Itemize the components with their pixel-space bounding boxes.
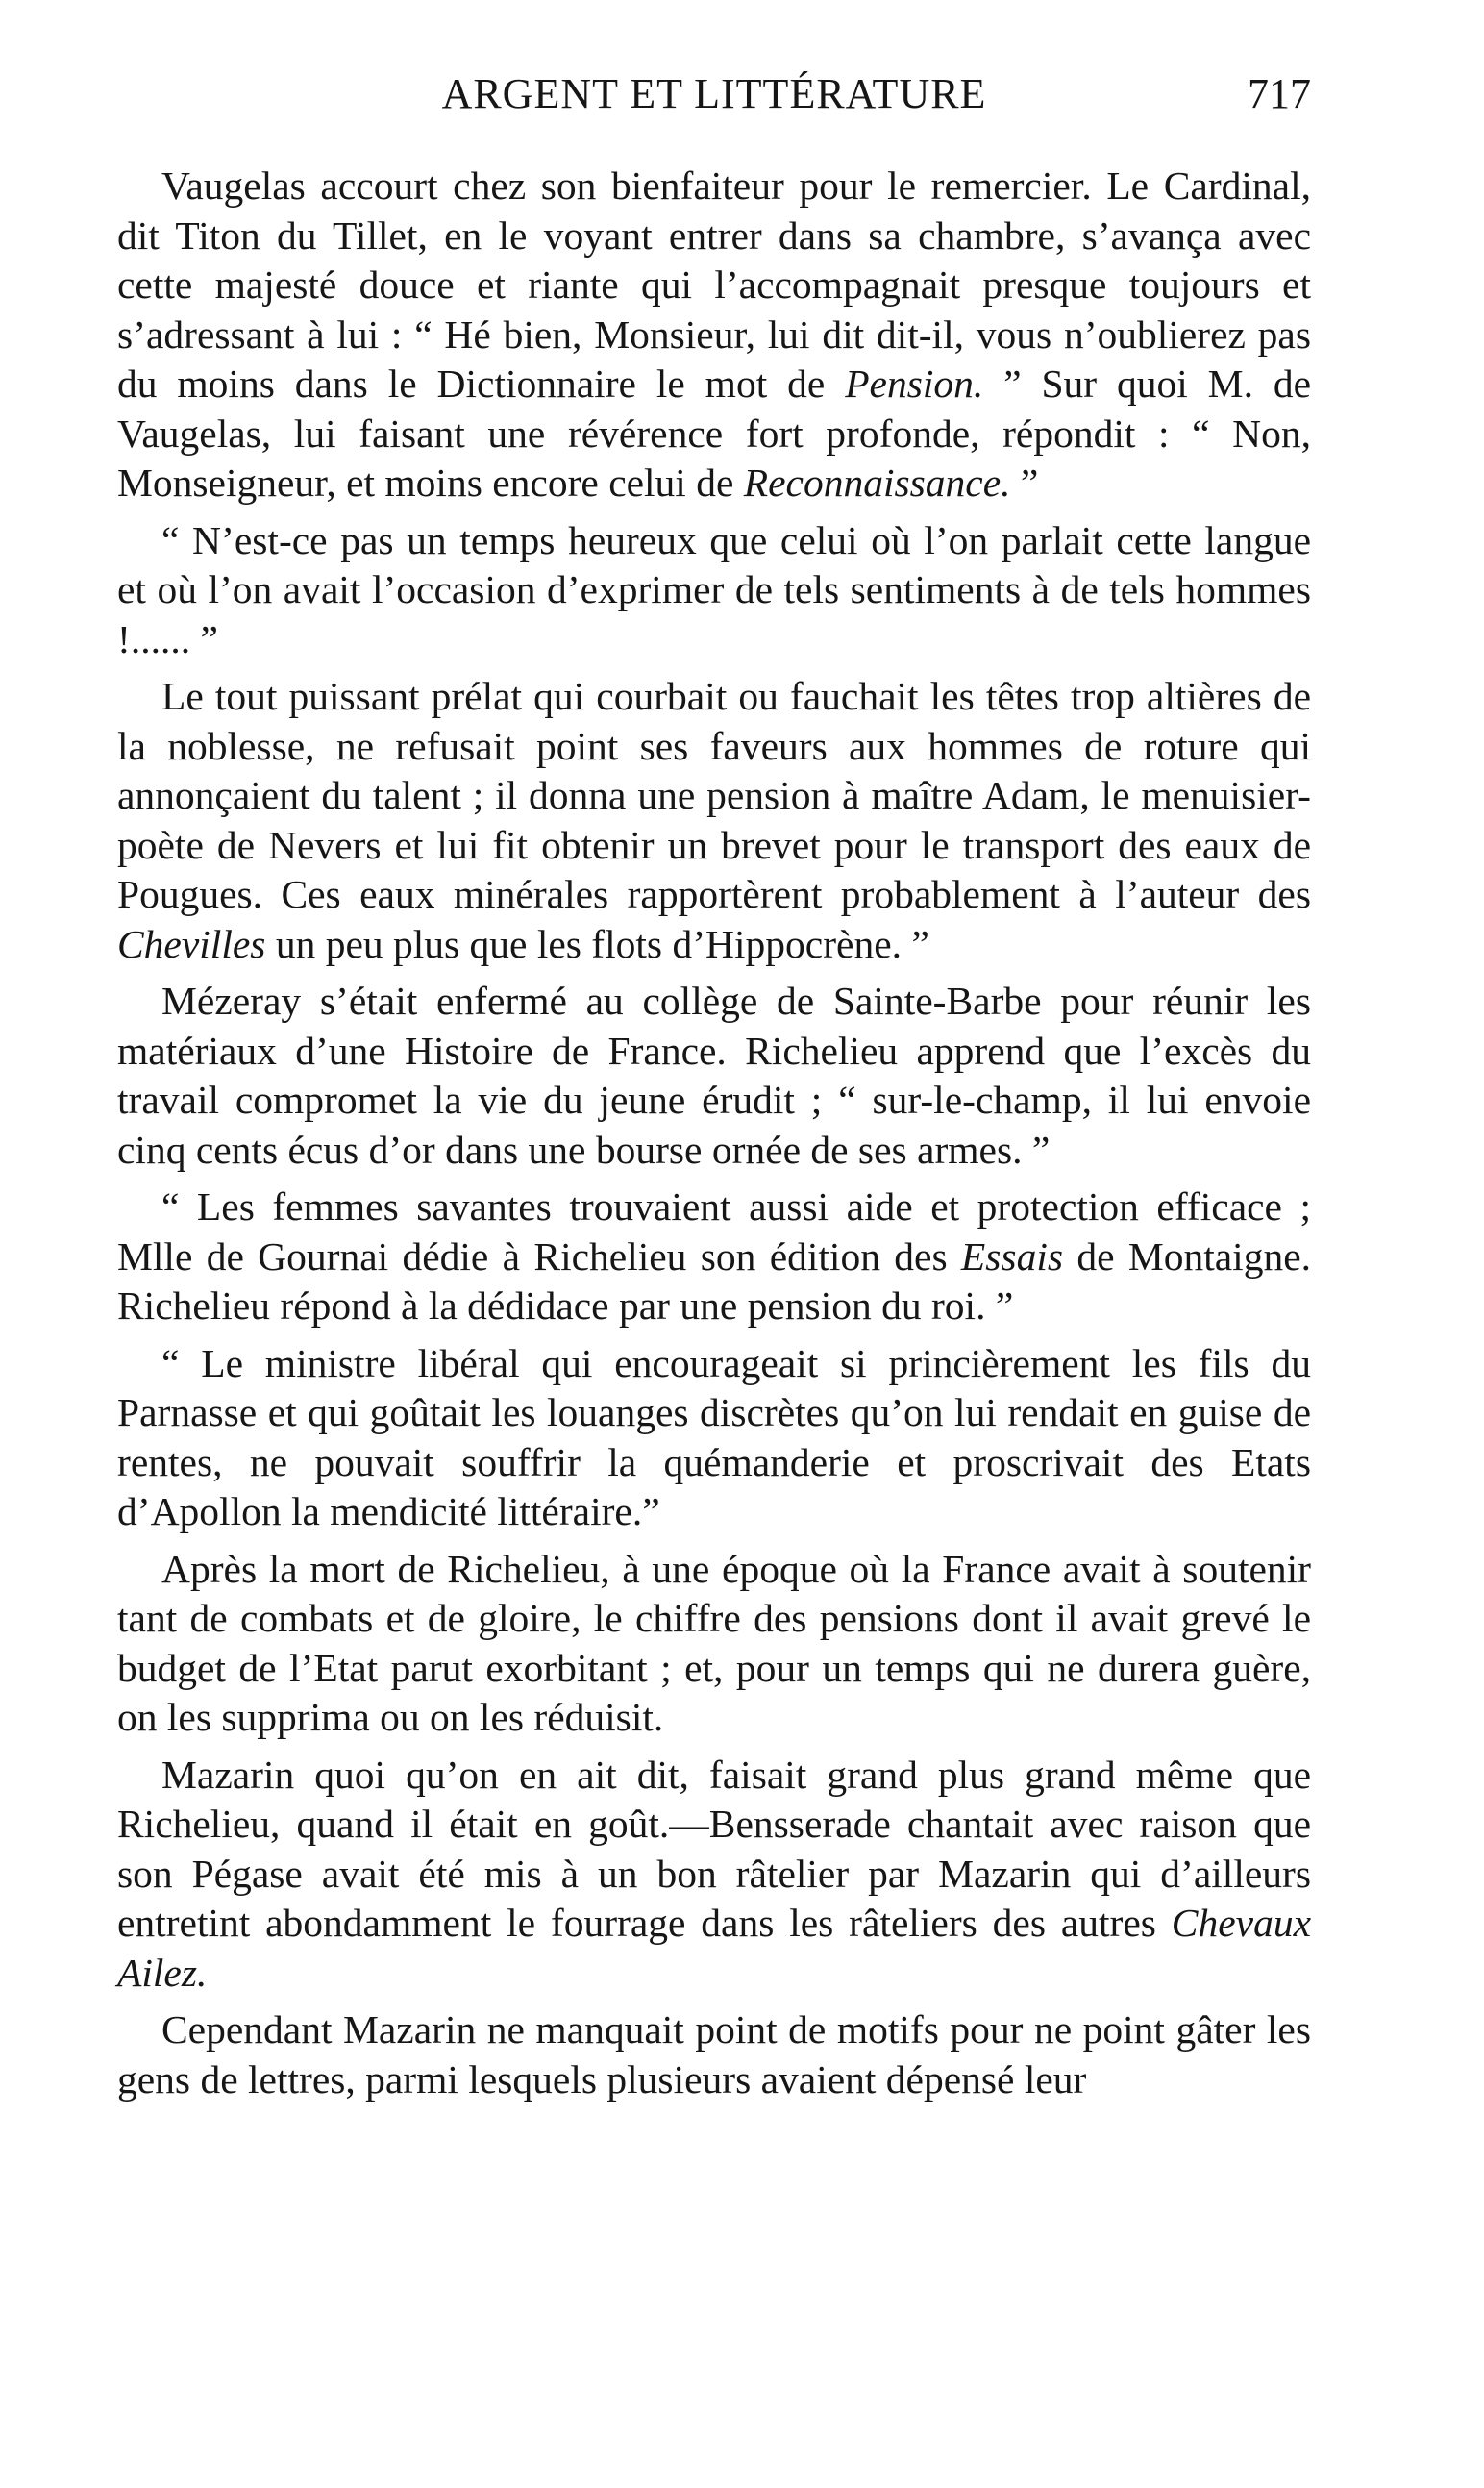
paragraph-7 (117, 1545, 1311, 1743)
paragraph-4 (117, 977, 1311, 1175)
running-title: ARGENT ET LITTÉRATURE (441, 70, 987, 117)
paragraph-1-text-1: Vaugelas accourt chez son bienfaiteur pour le remercier. Le Cardinal, dit Titon du Tillet, en le voyant entrer dans sa chambre, s’avança avec cette majesté douce et riante qui l’accompagnait presque toujours et s’adressant à lui : “ Hé bien, Monsieur, lui dit dit-il, vous n’oublierez pas du moins dans le Dictionnaire le mot de (117, 163, 1311, 406)
page (117, 69, 1311, 2104)
body-text (117, 162, 1311, 2104)
paragraph-5-italic-essais: Essais (960, 1233, 1064, 1279)
paragraph-9-text-1: Cependant Mazarin ne manquait point de motifs pour ne point gâter les gens de lettres, parmi lesquels plusieurs avaient dépensé leur (117, 2007, 1311, 2102)
paragraph-7-text-1: Après la mort de Richelieu, à une époque où la France avait à soutenir tant de combats et de gloire, le chiffre des pensions dont il avait grevé le budget de l’Etat parut exorbitant ; et, pour un temps qui ne durera guère, on les supprima ou on les réduisit. (117, 1546, 1311, 1739)
paragraph-8 (117, 1751, 1311, 1999)
paragraph-3 (117, 672, 1311, 969)
paragraph-1-italic-pension: Pension. (845, 361, 984, 406)
paragraph-4-text-1: Mézeray s’était enfermé au collège de Sainte-Barbe pour réunir les matériaux d’une Histoire de France. Richelieu apprend que l’excès du travail compromet la vie du jeune érudit ; “ sur-le-champ, il lui envoie cinq cents écus d’or dans une bourse ornée de ses armes. ” (117, 979, 1311, 1172)
paragraph-6-text-1: “ Le ministre libéral qui encourageait si princièrement les fils du Parnasse et qui goûtait les louanges discrètes qu’on lui rendait en guise de rentes, ne pouvait souffrir la quémanderie et proscrivait des Etats d’Apollon la mendicité littéraire.” (117, 1340, 1311, 1533)
paragraph-6 (117, 1339, 1311, 1537)
page-header (117, 69, 1311, 131)
paragraph-1-italic-reconnaissance: Reconnaissance. (743, 460, 1011, 505)
paragraph-2-text-1: “ N’est-ce pas un temps heureux que celui où l’on parlait cette langue et où l’on avait l’occasion d’exprimer de tels sentiments à de tels hommes !...... ” (117, 517, 1311, 661)
paragraph-3-italic-chevilles: Chevilles (117, 921, 266, 966)
paragraph-5-text-2: de Montaigne. Richelieu répond à la dédidace par une pension du roi. ” (117, 1233, 1311, 1328)
paragraph-9 (117, 2005, 1311, 2104)
page-number: 717 (1248, 70, 1311, 117)
paragraph-5 (117, 1182, 1311, 1331)
paragraph-1-text-3: ” (1010, 460, 1039, 505)
paragraph-1-text-2: ” Sur quoi M. de Vaugelas, lui faisant une révérence fort profonde, répondit : “ Non, Monseigneur, et moins encore celui de (117, 361, 1312, 505)
paragraph-2 (117, 516, 1311, 665)
paragraph-3-text-1: Le tout puissant prélat qui courbait ou fauchait les têtes trop altières de la noblesse, ne refusait point ses faveurs aux hommes de roture qui annonçaient du talent ; il donna une pension à maître Adam, le menuisier-poète de Nevers et lui fit obtenir un brevet pour le transport des eaux de Pougues. Ces eaux minérales rapportèrent probablement à l’auteur des (117, 674, 1311, 916)
paragraph-1 (117, 162, 1311, 509)
paragraph-5-text-1: “ Les femmes savantes trouvaient aussi aide et protection efficace ; Mlle de Gournai dédie à Richelieu son édition des (117, 1184, 1311, 1279)
paragraph-8-italic-chevaux-ailez: Chevaux Ailez. (117, 1901, 1311, 1995)
paragraph-3-text-2: un peu plus que les flots d’Hippocrène. ” (265, 921, 929, 966)
paragraph-8-text-1: Mazarin quoi qu’on en ait dit, faisait grand plus grand même que Richelieu, quand il était en goût.—Bensserade chantait avec raison que son Pégase avait été mis à un bon râtelier par Mazarin qui d’ailleurs entretint abondamment le fourrage dans les râteliers des autres (117, 1752, 1311, 1945)
